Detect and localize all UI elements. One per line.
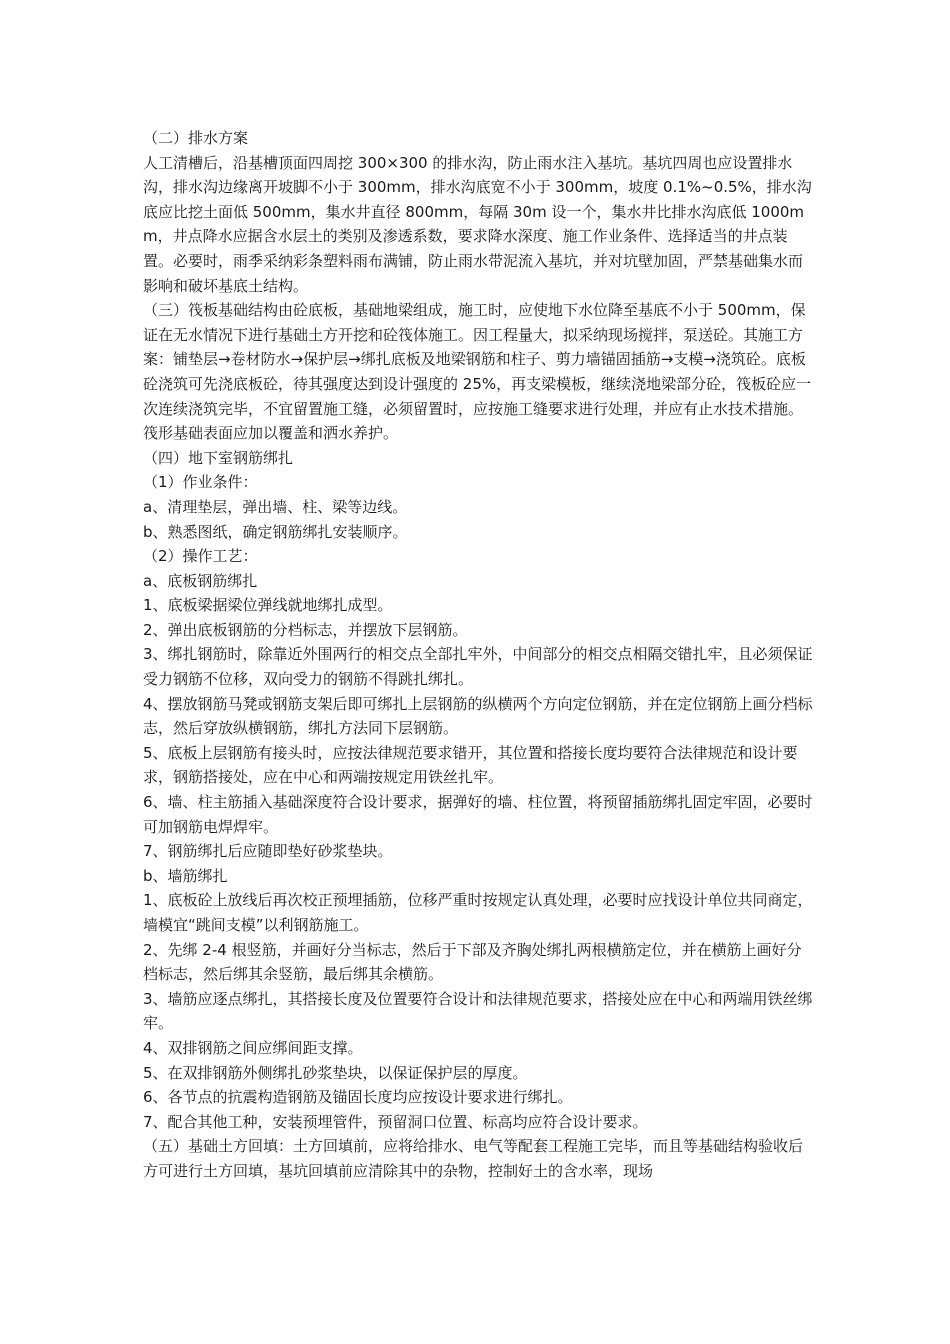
list-item: 7、钢筋绑扎后应随即垫好砂浆垫块。 bbox=[143, 842, 393, 861]
subheading-work-conditions: （1）作业条件： bbox=[143, 473, 258, 492]
list-item: 1、底板砼上放线后再次校正预埋插筋，位移严重时按规定认真处理，必要时应找设计单位共同商定，墙模宜“跳间支模”以利钢筋施工。 bbox=[143, 891, 813, 934]
list-item: b、熟悉图纸，确定钢筋绑扎安装顺序。 bbox=[143, 522, 408, 541]
list-item: a、清理垫层，弹出墙、柱、梁等边线。 bbox=[143, 497, 408, 516]
document-body bbox=[143, 126, 813, 1184]
paragraph-backfill: （五）基础土方回填：土方回填前，应将给排水、电气等配套工程施工完毕，而且等基础结构验收后方可进行土方回填，基坑回填前应清除其中的杂物，控制好土的含水率，现场 bbox=[143, 1137, 804, 1180]
list-item: 2、先绑 2-4 根竖筋，并画好分当标志，然后于下部及齐胸处绑扎两根横筋定位，并在横筋上画好分档标志，然后绑其余竖筋，最后绑其余横筋。 bbox=[143, 940, 802, 984]
list-item: 6、墙、柱主筋插入基础深度符合设计要求，据弹好的墙、柱位置，将预留插筋绑扎固定牢固，必要时可加钢筋电焊焊牢。 bbox=[143, 793, 813, 836]
list-item: 4、摆放钢筋马凳或钢筋支架后即可绑扎上层钢筋的纵横两个方向定位钢筋，并在定位钢筋上画分档标志，然后穿放纵横钢筋，绑扎方法同下层钢筋。 bbox=[143, 694, 813, 738]
list-item: 1、底板梁据梁位弹线就地绑扎成型。 bbox=[143, 596, 393, 615]
list-item: 5、在双排钢筋外侧绑扎砂浆垫块，以保证保护层的厚度。 bbox=[143, 1063, 528, 1082]
list-item: 3、绑扎钢筋时，除靠近外围两行的相交点全部扎牢外，中间部分的相交点相隔交错扎牢，且必须保证受力钢筋不位移，双向受力的钢筋不得跳扎绑扎。 bbox=[143, 645, 813, 689]
list-item: 4、双排钢筋之间应绑间距支撑。 bbox=[143, 1038, 363, 1057]
subheading-wall-rebar: b、墙筋绑扎 bbox=[143, 866, 228, 885]
paragraph-drainage-plan: 人工清槽后，沿基槽顶面四周挖 300×300 的排水沟，防止雨水注入基坑。基坑四周也应设置排水沟，排水沟边缘离开坡脚不小于 300mm，排水沟底宽不小于 300mm，坡度 0.1%~0.5%，排水沟底应比挖土面低 500mm，集水井直径 800mm，每隔 30m 设一个，集水井比排水沟底低 1000mm，井点降水应据含水层土的类别及渗透系数，要求降水深度、施工作业条件、选择适当的井点装置。必要时，雨季采纳彩条塑料雨布满铺，防止雨水带泥流入基坑，并对坑壁加固，严禁基础集水而影响和破坏基底土结构。 bbox=[143, 153, 812, 295]
paragraph-raft-foundation: （三）筏板基础结构由砼底板，基础地梁组成，施工时，应使地下水位降至基底不小于 500mm，保证在无水情况下进行基础土方开挖和砼筏体施工。因工程量大，拟采纳现场搅拌，泵送砼。其施工方案：铺垫层→卷材防水→保护层→绑扎底板及地梁钢筋和柱子、剪力墙锚固插筋→支模→浇筑砼。底板砼浇筑可先浇底板砼，待其强度达到设计强度的 25%，再支梁模板，继续浇地梁部分砼，筏板砼应一次连续浇筑完毕，不宜留置施工缝，必须留置时，应按施工缝要求进行处理，并应有止水技术措施。筏形基础表面应加以覆盖和洒水养护。 bbox=[143, 301, 812, 443]
list-item: 6、各节点的抗震构造钢筋及锚固长度均应按设计要求进行绑扎。 bbox=[143, 1088, 573, 1107]
list-item: 5、底板上层钢筋有接头时，应按法律规范要求错开，其位置和搭接长度均要符合法律规范和设计要求，钢筋搭接处，应在中心和两端按规定用铁丝扎牢。 bbox=[143, 743, 798, 787]
section-heading-drainage: （二）排水方案 bbox=[143, 129, 249, 147]
list-item: 3、墙筋应逐点绑扎，其搭接长度及位置要符合设计和法律规范要求，搭接处应在中心和两端用铁丝绑牢。 bbox=[143, 989, 813, 1033]
list-item: 7、配合其他工种，安装预埋管件，预留洞口位置、标高均应符合设计要求。 bbox=[143, 1112, 648, 1131]
subheading-operation-process: （2）操作工艺： bbox=[143, 547, 258, 566]
list-item: 2、弹出底板钢筋的分档标志，并摆放下层钢筋。 bbox=[143, 620, 468, 639]
section-heading-basement-rebar: （四）地下室钢筋绑扎 bbox=[143, 448, 294, 467]
subheading-slab-rebar: a、底板钢筋绑扎 bbox=[143, 571, 258, 590]
